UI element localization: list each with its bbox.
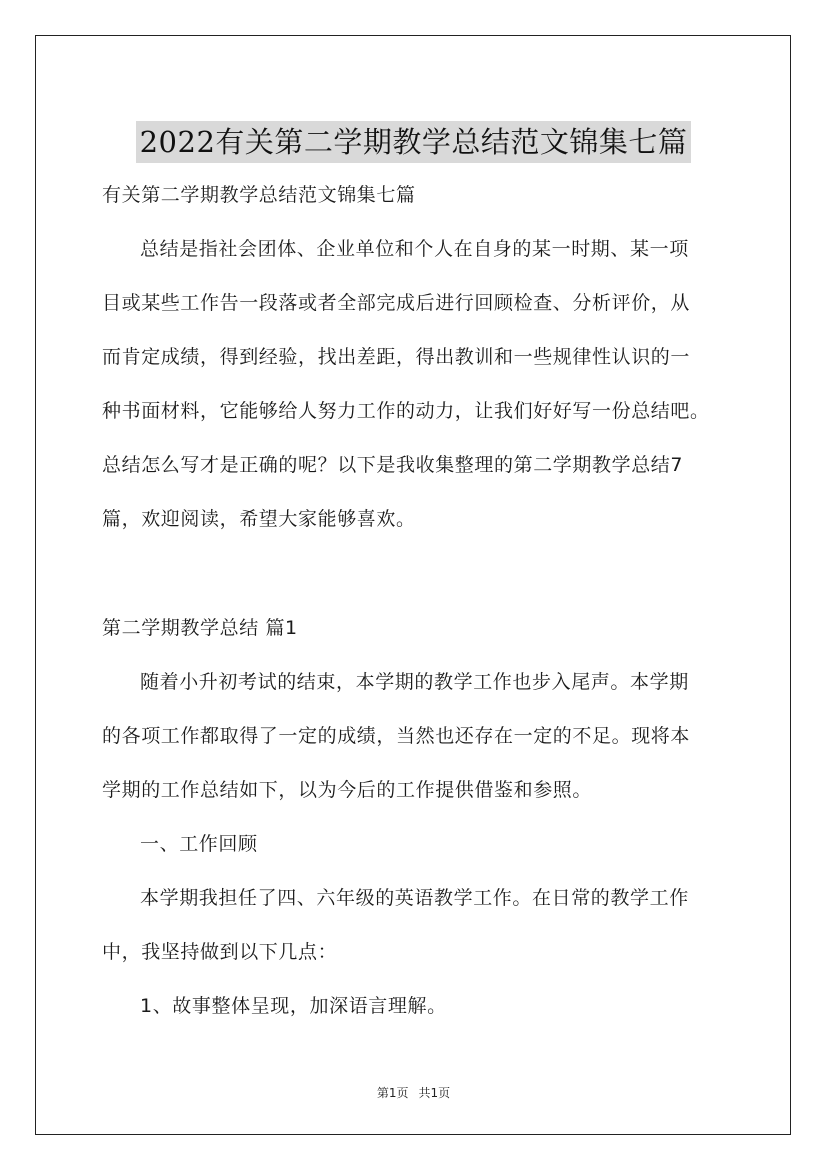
section-line: 学期的工作总结如下，以为今后的工作提供借鉴和参照。 [102,779,593,801]
intro-line: 篇，欢迎阅读，希望大家能够喜欢。 [102,508,416,530]
section-heading: 第二学期教学总结 篇1 [102,617,298,639]
intro-line: 总结是指社会团体、企业单位和个人在自身的某一时期、某一项 [140,238,689,260]
section-line: 中，我坚持做到以下几点： [102,941,338,963]
document-title: 2022有关第二学期教学总结范文锦集七篇 [136,121,692,163]
document-body [102,168,732,1033]
page-number: 第1页 [376,1086,409,1100]
section-line: 1、故事整体呈现，加深语言理解。 [140,995,447,1017]
section-line: 随着小升初考试的结束，本学期的教学工作也步入尾声。本学期 [140,671,689,693]
subsection-heading: 一、工作回顾 [140,833,258,855]
section-line: 本学期我担任了四、六年级的英语教学工作。在日常的教学工作 [140,887,689,909]
intro-line: 总结怎么写才是正确的呢？以下是我收集整理的第二学期教学总结7 [102,454,684,476]
intro-line: 目或某些工作告一段落或者全部完成后进行回顾检查、分析评价，从 [102,292,691,314]
intro-line: 种书面材料，它能够给人努力工作的动力，让我们好好写一份总结吧。 [102,400,710,422]
paragraph-gap [102,546,732,601]
page-total: 共1页 [418,1086,451,1100]
document-subtitle: 有关第二学期教学总结范文锦集七篇 [102,184,416,206]
intro-line: 而肯定成绩，得到经验，找出差距，得出教训和一些规律性认识的一 [102,346,691,368]
page-footer [0,1084,827,1101]
section-line: 的各项工作都取得了一定的成绩，当然也还存在一定的不足。现将本 [102,725,691,747]
